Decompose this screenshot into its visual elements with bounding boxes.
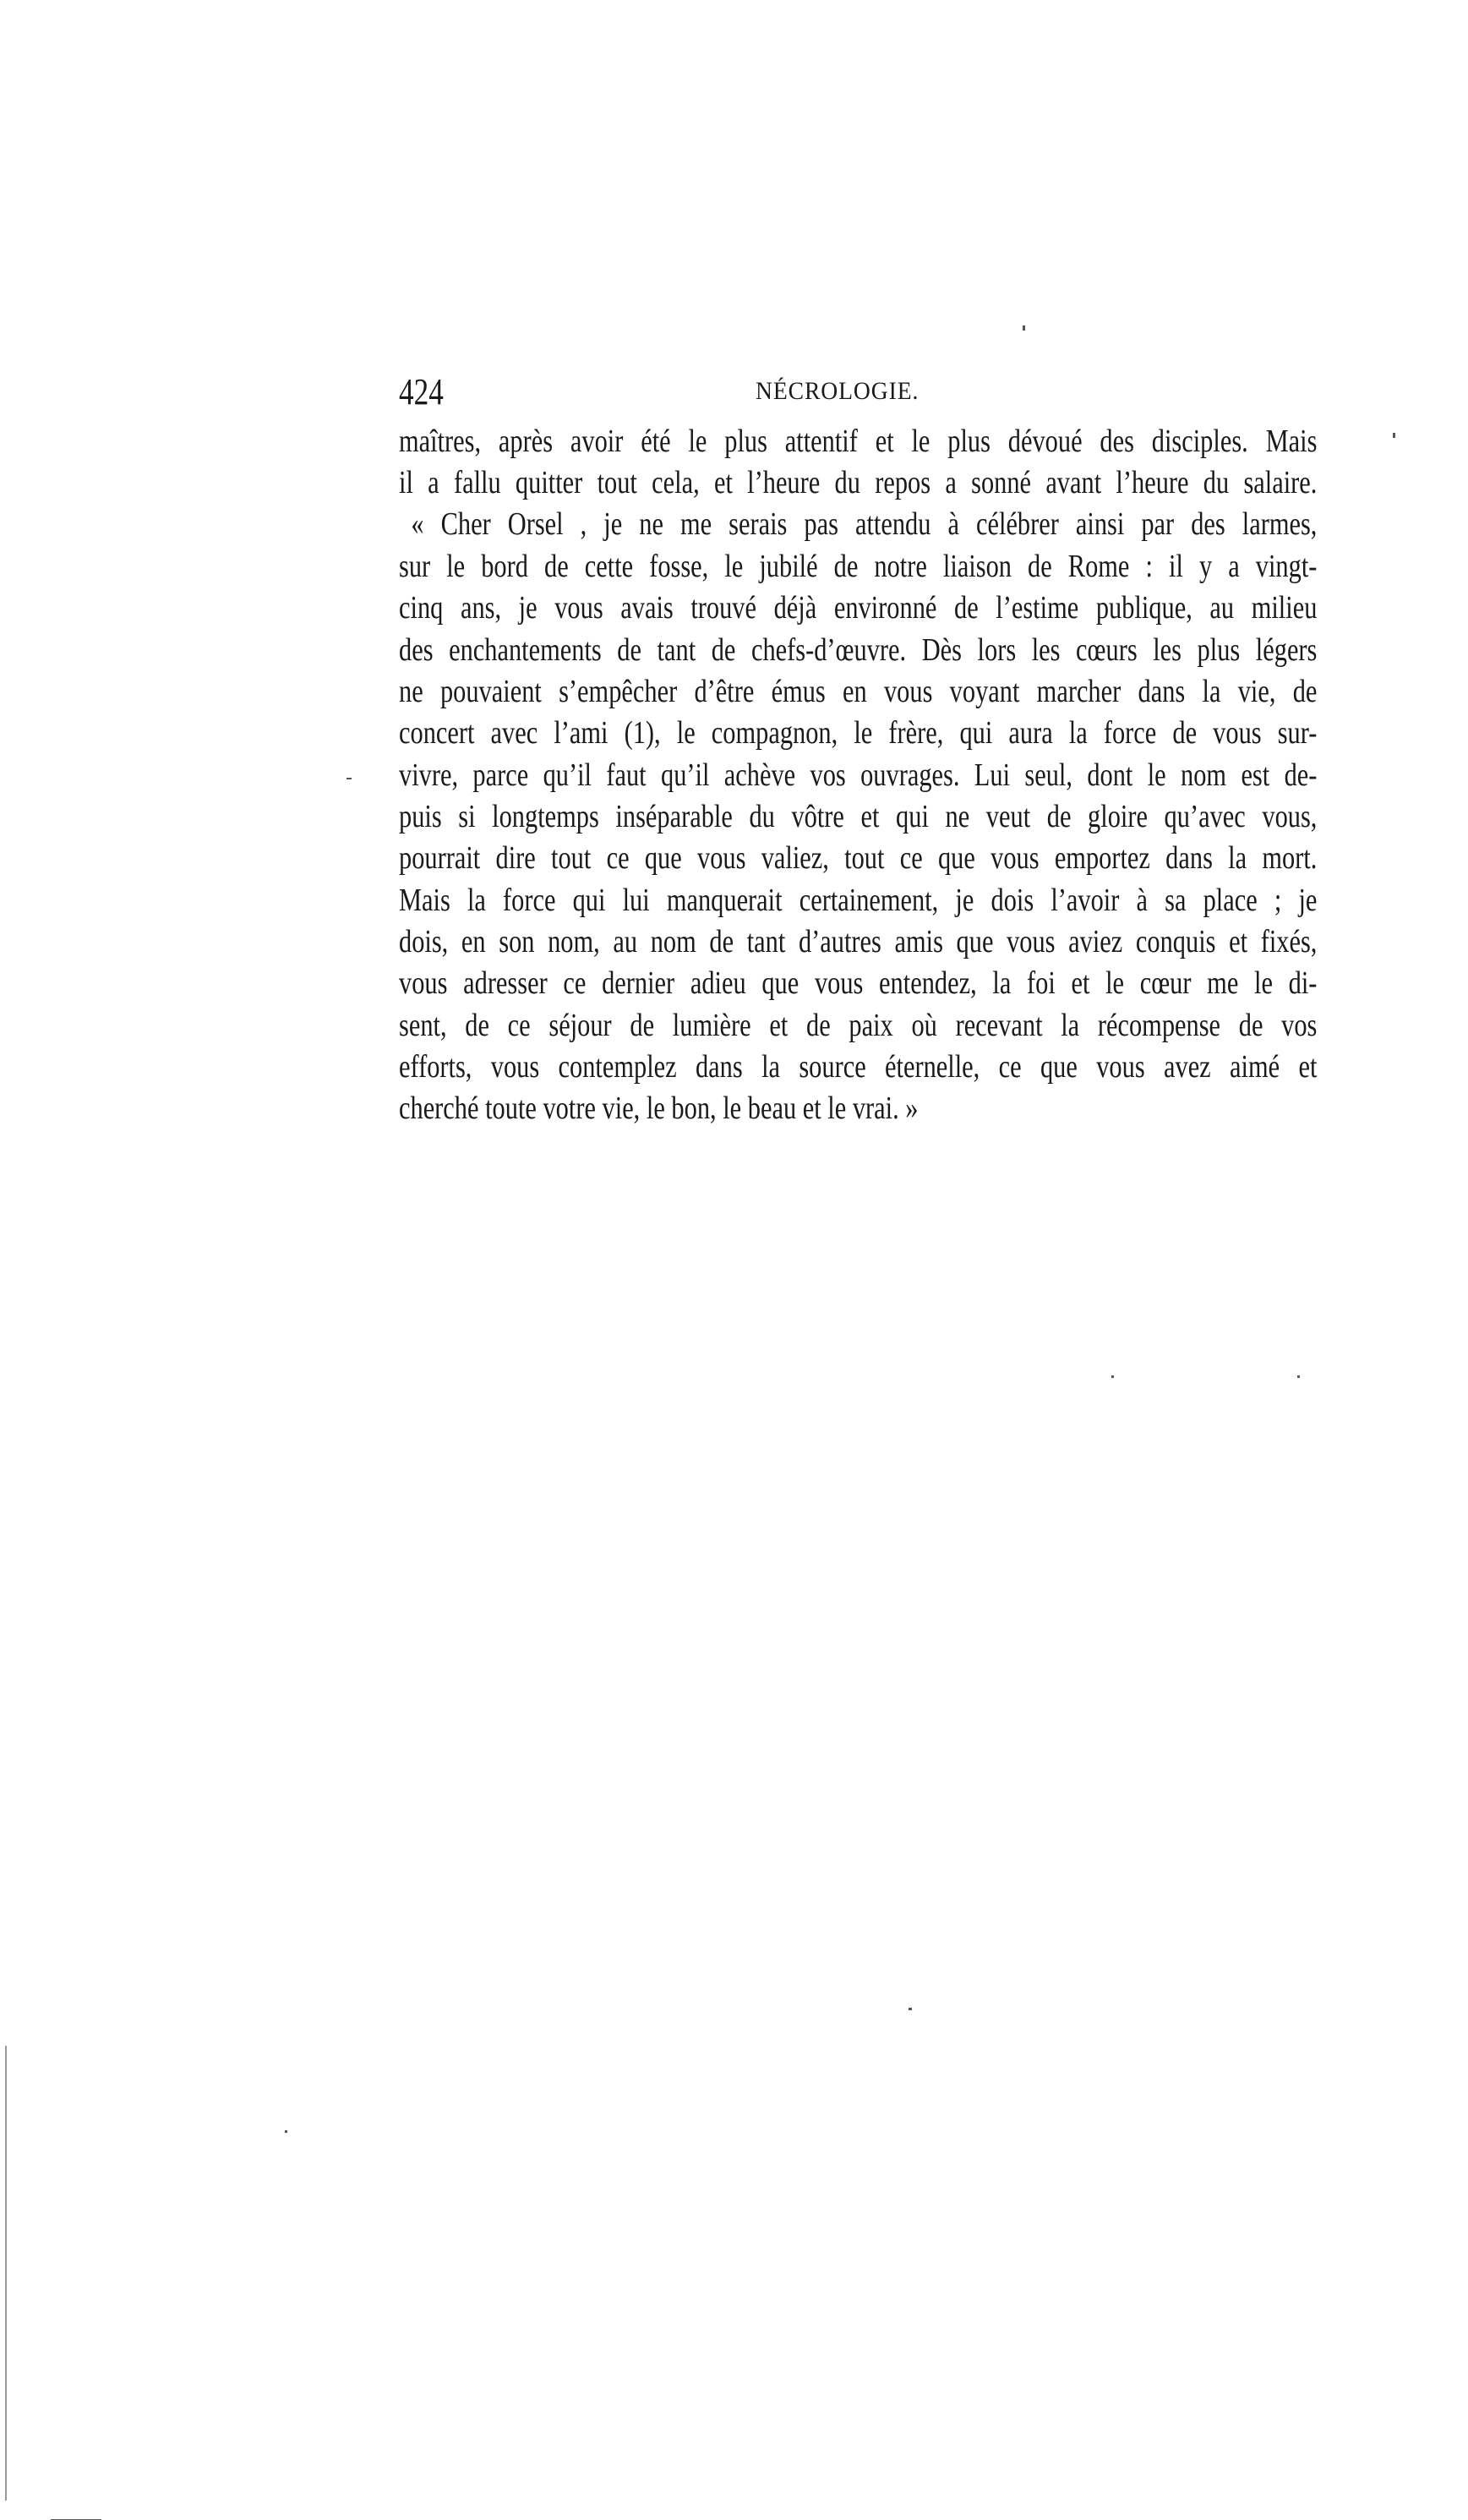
text-line: « Cher Orsel , je ne me serais pas attendu à célébrer ainsi par des larmes, (411, 506, 1318, 542)
text-line: vous adresser ce dernier adieu que vous entendez, la foi et le cœur me le di- (399, 965, 1318, 1001)
running-head: NÉCROLOGIE. (756, 377, 920, 405)
text-line: Mais la force qui lui manquerait certainement, je dois l’avoir à sa place ; je (399, 883, 1318, 918)
text-line: cinq ans, je vous avais trouvé déjà environné de l’estime publique, au milieu (399, 590, 1318, 626)
text-line: vivre, parce qu’il faut qu’il achève vos ouvrages. Lui seul, dont le nom est de- (399, 757, 1318, 793)
text-line: concert avec l’ami (1), le compagnon, le frère, qui aura la force de vous sur- (399, 715, 1318, 751)
text-line: cherché toute votre vie, le bon, le beau et le vrai. » (399, 1091, 919, 1126)
scan-speck (1393, 433, 1395, 438)
page-number: 424 (399, 371, 444, 413)
text-line: efforts, vous contemplez dans la source éternelle, ce que vous avez aimé et (399, 1049, 1318, 1085)
scan-speck (909, 2008, 912, 2010)
text-line: ne pouvaient s’empêcher d’être émus en vous voyant marcher dans la vie, de (399, 674, 1318, 709)
text-line: des enchantements de tant de chefs-d’œuvre. Dès lors les cœurs les plus légers (399, 632, 1318, 668)
text-line: maîtres, après avoir été le plus attentif et le plus dévoué des disciples. Mais (399, 424, 1318, 459)
text-line: puis si longtemps inséparable du vôtre et qui ne veut de gloire qu’avec vous, (399, 799, 1318, 834)
scan-speck (1111, 1375, 1114, 1378)
scan-speck (1023, 325, 1025, 331)
scan-speck (347, 778, 352, 779)
text-line: dois, en son nom, au nom de tant d’autres amis que vous aviez conquis et fixés, (399, 924, 1318, 959)
scan-speck (285, 2130, 287, 2133)
text-line: pourrait dire tout ce que vous valiez, tout ce que vous emportez dans la mort. (399, 840, 1318, 876)
text-line: il a fallu quitter tout cela, et l’heure du repos a sonné avant l’heure du salaire. (399, 465, 1318, 500)
scan-edge-line (5, 2046, 7, 2501)
text-line: sur le bord de cette fosse, le jubilé de notre liaison de Rome : il y a vingt- (399, 549, 1318, 584)
text-line: sent, de ce séjour de lumière et de paix où recevant la récompense de vos (399, 1008, 1318, 1043)
scan-speck (1297, 1375, 1300, 1378)
